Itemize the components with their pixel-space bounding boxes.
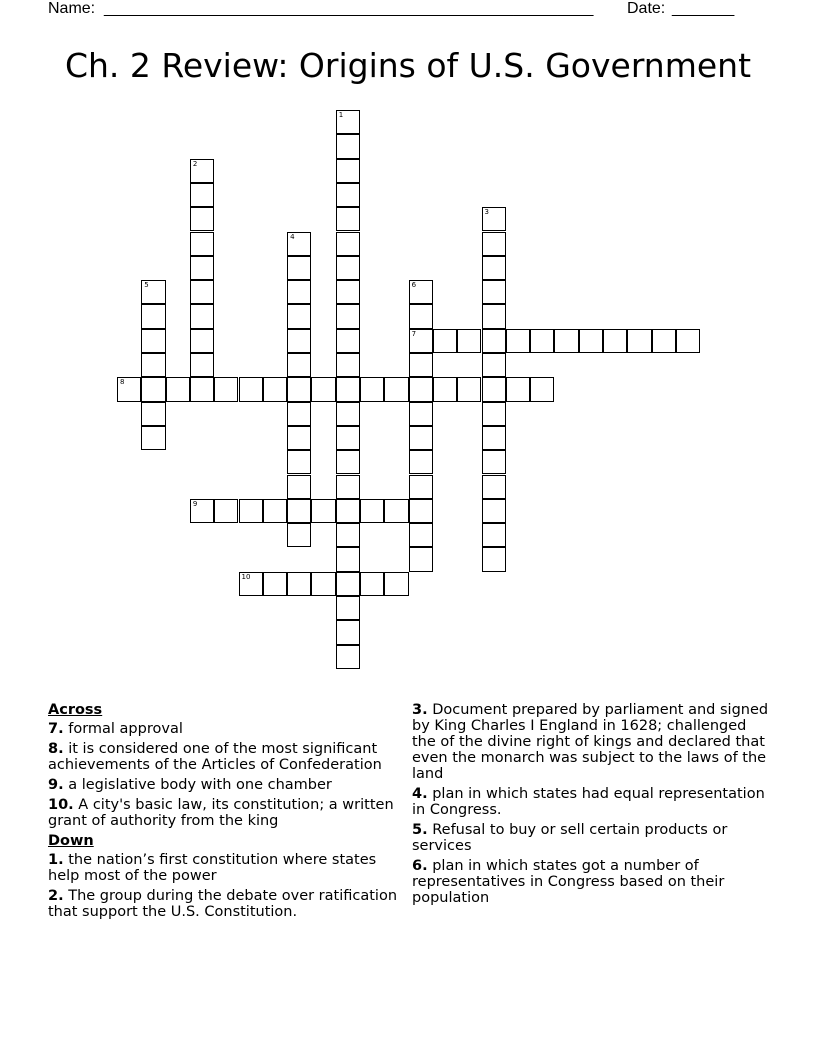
crossword-cell[interactable] bbox=[433, 329, 457, 353]
crossword-cell[interactable] bbox=[336, 232, 360, 256]
cell-number: 7 bbox=[411, 329, 417, 338]
clue-down-4 bbox=[412, 786, 772, 818]
crossword-cell[interactable] bbox=[506, 329, 530, 353]
crossword-cell[interactable] bbox=[336, 645, 360, 669]
across-heading: Across bbox=[48, 702, 103, 718]
crossword-cell[interactable] bbox=[409, 499, 433, 523]
crossword-cell[interactable] bbox=[311, 572, 335, 596]
crossword-cell[interactable] bbox=[627, 329, 651, 353]
clue-text: the nation’s first constitution where states help most of the power bbox=[48, 852, 377, 884]
clue-number: 6. bbox=[412, 858, 428, 874]
crossword-cell[interactable] bbox=[603, 329, 627, 353]
crossword-cell[interactable] bbox=[409, 304, 433, 328]
crossword-cell[interactable] bbox=[530, 377, 554, 401]
crossword-cell[interactable] bbox=[457, 377, 481, 401]
crossword-cell[interactable] bbox=[360, 499, 384, 523]
crossword-cell[interactable] bbox=[482, 353, 506, 377]
crossword-cell[interactable] bbox=[287, 499, 311, 523]
crossword-cell[interactable] bbox=[336, 256, 360, 280]
clue-down-2 bbox=[48, 888, 398, 920]
crossword-cell[interactable] bbox=[190, 256, 214, 280]
crossword-cell[interactable] bbox=[482, 547, 506, 571]
date-field[interactable]: _______ bbox=[672, 0, 735, 17]
crossword-cell[interactable] bbox=[336, 110, 360, 134]
crossword-cell[interactable] bbox=[482, 426, 506, 450]
cell-number: 1 bbox=[338, 111, 344, 119]
crossword-cell[interactable] bbox=[214, 499, 238, 523]
crossword-cell[interactable] bbox=[384, 377, 408, 401]
down-heading: Down bbox=[48, 833, 94, 849]
crossword-cell[interactable] bbox=[336, 402, 360, 426]
crossword-cell[interactable] bbox=[676, 329, 700, 353]
crossword-cell[interactable] bbox=[409, 475, 433, 499]
crossword-cell[interactable] bbox=[263, 572, 287, 596]
crossword-cell[interactable] bbox=[214, 377, 238, 401]
crossword-cell[interactable] bbox=[409, 547, 433, 571]
crossword-cell[interactable] bbox=[482, 499, 506, 523]
crossword-cell[interactable] bbox=[287, 280, 311, 304]
cell-number: 6 bbox=[411, 281, 417, 290]
crossword-cell[interactable] bbox=[506, 377, 530, 401]
crossword-cell[interactable] bbox=[336, 499, 360, 523]
crossword-cell[interactable] bbox=[409, 377, 433, 401]
crossword-cell[interactable] bbox=[311, 377, 335, 401]
cell-number: 10 bbox=[241, 572, 251, 581]
crossword-cell[interactable] bbox=[482, 232, 506, 256]
cell-number: 3 bbox=[484, 208, 489, 217]
crossword-cell[interactable] bbox=[287, 329, 311, 353]
crossword-cell[interactable] bbox=[141, 377, 165, 401]
clues-right-column bbox=[412, 702, 772, 910]
clue-number: 2. bbox=[48, 888, 64, 904]
clue-text: A city's basic law, its constitution; a written grant of authority from the king bbox=[48, 797, 394, 829]
clue-text: it is considered one of the most significant achievements of the Articles of Confederation bbox=[48, 741, 382, 773]
crossword-cell[interactable] bbox=[336, 304, 360, 328]
crossword-cell[interactable] bbox=[360, 572, 384, 596]
crossword-cell[interactable] bbox=[287, 426, 311, 450]
crossword-cell[interactable] bbox=[457, 329, 481, 353]
clue-across-8 bbox=[48, 741, 398, 773]
crossword-cell[interactable] bbox=[336, 450, 360, 474]
crossword-cell[interactable] bbox=[409, 353, 433, 377]
crossword-cell[interactable] bbox=[336, 134, 360, 158]
crossword-cell[interactable] bbox=[336, 329, 360, 353]
crossword-cell[interactable] bbox=[409, 329, 433, 353]
crossword-cell[interactable] bbox=[336, 377, 360, 401]
cell-number: 8 bbox=[120, 378, 125, 387]
crossword-cell[interactable] bbox=[287, 232, 311, 256]
crossword-cell[interactable] bbox=[287, 523, 311, 547]
crossword-cell[interactable] bbox=[482, 329, 506, 353]
crossword-cell[interactable] bbox=[482, 256, 506, 280]
crossword-cell[interactable] bbox=[482, 450, 506, 474]
crossword-cell[interactable] bbox=[190, 232, 214, 256]
crossword-cell[interactable] bbox=[336, 572, 360, 596]
crossword-cell[interactable] bbox=[239, 572, 263, 596]
page-title: Ch. 2 Review: Origins of U.S. Government bbox=[64, 46, 752, 85]
crossword-cell[interactable] bbox=[336, 353, 360, 377]
crossword-cell[interactable] bbox=[287, 304, 311, 328]
clue-number: 1. bbox=[48, 852, 64, 868]
crossword-cell[interactable] bbox=[409, 280, 433, 304]
date-label: Date: bbox=[627, 0, 670, 17]
crossword-cell[interactable] bbox=[336, 547, 360, 571]
crossword-cell[interactable] bbox=[336, 207, 360, 231]
clue-number: 7. bbox=[48, 721, 64, 737]
crossword-cell[interactable] bbox=[482, 280, 506, 304]
clue-across-10 bbox=[48, 797, 398, 829]
crossword-cell[interactable] bbox=[409, 426, 433, 450]
crossword-cell[interactable] bbox=[336, 523, 360, 547]
clue-number: 10. bbox=[48, 797, 74, 813]
clue-text: a legislative body with one chamber bbox=[68, 777, 332, 793]
crossword-cell[interactable] bbox=[263, 377, 287, 401]
name-field[interactable]: _______________________________________________________ bbox=[104, 0, 594, 17]
crossword-cell[interactable] bbox=[190, 304, 214, 328]
crossword-cell[interactable] bbox=[652, 329, 676, 353]
crossword-cell[interactable] bbox=[190, 159, 214, 183]
crossword-cell[interactable] bbox=[482, 475, 506, 499]
crossword-cell[interactable] bbox=[336, 159, 360, 183]
crossword-cell[interactable] bbox=[482, 377, 506, 401]
crossword-cell[interactable] bbox=[287, 256, 311, 280]
crossword-cell[interactable] bbox=[482, 523, 506, 547]
crossword-cell[interactable] bbox=[311, 499, 335, 523]
crossword-cell[interactable] bbox=[239, 377, 263, 401]
clue-down-5 bbox=[412, 822, 772, 854]
crossword-cell[interactable] bbox=[190, 499, 214, 523]
crossword-cell[interactable] bbox=[190, 207, 214, 231]
crossword-cell[interactable] bbox=[141, 280, 165, 304]
clue-number: 9. bbox=[48, 777, 64, 793]
crossword-cell[interactable] bbox=[336, 620, 360, 644]
crossword-cell[interactable] bbox=[336, 596, 360, 620]
crossword-cell[interactable] bbox=[554, 329, 578, 353]
crossword-cell[interactable] bbox=[190, 353, 214, 377]
clue-text: formal approval bbox=[68, 721, 183, 737]
crossword-cell[interactable] bbox=[336, 183, 360, 207]
crossword-cell[interactable] bbox=[190, 280, 214, 304]
crossword-cell[interactable] bbox=[409, 523, 433, 547]
crossword-cell[interactable] bbox=[384, 499, 408, 523]
crossword-cell[interactable] bbox=[336, 280, 360, 304]
cell-number: 5 bbox=[144, 281, 149, 290]
crossword-cell[interactable] bbox=[239, 499, 263, 523]
crossword-cell[interactable] bbox=[336, 475, 360, 499]
crossword-cell[interactable] bbox=[287, 353, 311, 377]
crossword-cell[interactable] bbox=[141, 426, 165, 450]
crossword-cell[interactable] bbox=[141, 329, 165, 353]
crossword-cell[interactable] bbox=[336, 426, 360, 450]
crossword-cell[interactable] bbox=[360, 377, 384, 401]
clue-text: plan in which states had equal representation in Congress. bbox=[412, 786, 765, 818]
clues-left-column bbox=[48, 702, 398, 924]
crossword-cell[interactable] bbox=[287, 572, 311, 596]
clue-number: 4. bbox=[412, 786, 428, 802]
crossword-cell[interactable] bbox=[166, 377, 190, 401]
clue-down-1 bbox=[48, 852, 398, 884]
crossword-cell[interactable] bbox=[141, 304, 165, 328]
clue-number: 5. bbox=[412, 822, 428, 838]
clue-down-6 bbox=[412, 858, 772, 906]
clue-text: The group during the debate over ratification that support the U.S. Constitution. bbox=[48, 888, 398, 920]
clue-text: Refusal to buy or sell certain products or services bbox=[412, 822, 728, 854]
crossword-cell[interactable] bbox=[141, 402, 165, 426]
crossword-cell[interactable] bbox=[287, 377, 311, 401]
crossword-cell[interactable] bbox=[190, 377, 214, 401]
crossword-cell[interactable] bbox=[482, 402, 506, 426]
crossword-cell[interactable] bbox=[433, 377, 457, 401]
name-label: Name: bbox=[48, 0, 100, 17]
crossword-cell[interactable] bbox=[579, 329, 603, 353]
crossword-cell[interactable] bbox=[409, 450, 433, 474]
crossword-cell[interactable] bbox=[409, 402, 433, 426]
clue-text: Document prepared by parliament and signed by King Charles I England in 1628; challenged the of the divine right of kings and declared that even the monarch was subject to the laws of the land bbox=[412, 702, 769, 782]
crossword-cell[interactable] bbox=[287, 475, 311, 499]
clue-number: 3. bbox=[412, 702, 428, 718]
crossword-cell[interactable] bbox=[141, 353, 165, 377]
crossword-cell[interactable] bbox=[482, 207, 506, 231]
cell-number: 4 bbox=[290, 232, 295, 241]
cell-number: 9 bbox=[192, 499, 198, 508]
crossword-cell[interactable] bbox=[190, 329, 214, 353]
crossword-cell[interactable] bbox=[482, 304, 506, 328]
crossword-cell[interactable] bbox=[384, 572, 408, 596]
clue-across-7 bbox=[48, 721, 398, 737]
crossword-cell[interactable] bbox=[530, 329, 554, 353]
clue-number: 8. bbox=[48, 741, 64, 757]
crossword-cell[interactable] bbox=[287, 402, 311, 426]
clue-text: plan in which states got a number of representatives in Congress based on their population bbox=[412, 858, 725, 906]
crossword-cell[interactable] bbox=[263, 499, 287, 523]
crossword-cell[interactable] bbox=[190, 183, 214, 207]
clue-across-9 bbox=[48, 777, 398, 793]
crossword-cell[interactable] bbox=[117, 377, 141, 401]
crossword-cell[interactable] bbox=[287, 450, 311, 474]
cell-number: 2 bbox=[192, 159, 198, 168]
clue-down-3 bbox=[412, 702, 772, 782]
